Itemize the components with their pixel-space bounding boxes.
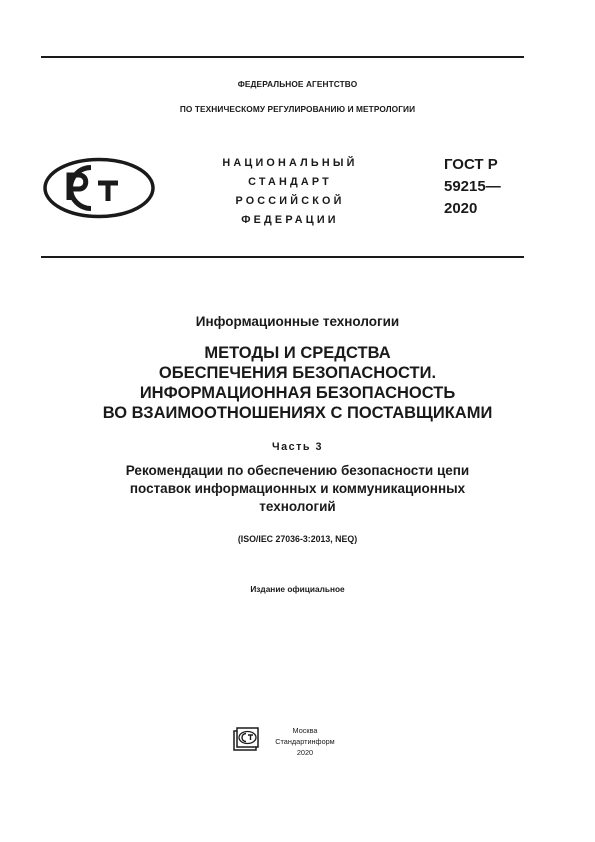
national-standard-label (205, 154, 375, 230)
national-standard-line-4: ФЕДЕРАЦИИ (241, 214, 339, 226)
standartinform-logo-icon (233, 727, 259, 751)
publisher-name: Стандартинформ (275, 737, 335, 746)
gost-year: 2020 (444, 200, 478, 217)
top-divider (41, 56, 524, 58)
agency-name-line-1: ФЕДЕРАЛЬНОЕ АГЕНТСТВО (237, 79, 358, 89)
iso-reference: (ISO/IEC 27036-3:2013, NEQ) (237, 534, 358, 544)
title-line-1: МЕТОДЫ И СРЕДСТВА (204, 344, 391, 362)
edition-note: Издание официальное (250, 584, 345, 594)
publisher-city: Москва (292, 726, 318, 735)
header-divider (41, 256, 524, 258)
publisher-info (265, 725, 345, 758)
title-line-3: ИНФОРМАЦИОННАЯ БЕЗОПАСНОСТЬ (139, 384, 456, 402)
subtitle-line-1: Рекомендации по обеспечению безопасности цепи (125, 463, 470, 478)
title-line-2: ОБЕСПЕЧЕНИЯ БЕЗОПАСНОСТИ. (158, 364, 437, 382)
document-subject: Информационные технологии (195, 314, 400, 329)
subtitle-line-3: технологий (259, 499, 336, 514)
gost-number: 59215— (444, 178, 501, 195)
gost-prefix: ГОСТ Р (444, 156, 498, 173)
part-number: Часть 3 (271, 441, 324, 453)
national-standard-line-1: НАЦИОНАЛЬНЫЙ (222, 157, 358, 169)
agency-name-line-2: ПО ТЕХНИЧЕСКОМУ РЕГУЛИРОВАНИЮ И МЕТРОЛОГИИ (179, 104, 416, 114)
rst-certification-mark-icon (41, 156, 157, 220)
subtitle-line-2: поставок информационных и коммуникационных (129, 481, 466, 496)
gost-designation (444, 154, 501, 220)
national-standard-line-3: РОССИЙСКОЙ (235, 195, 345, 207)
national-standard-line-2: СТАНДАРТ (248, 176, 332, 188)
document-title (0, 343, 595, 423)
document-subtitle (0, 462, 595, 516)
publisher-year: 2020 (296, 748, 314, 757)
title-line-4: ВО ВЗАИМООТНОШЕНИЯХ С ПОСТАВЩИКАМИ (102, 404, 493, 422)
